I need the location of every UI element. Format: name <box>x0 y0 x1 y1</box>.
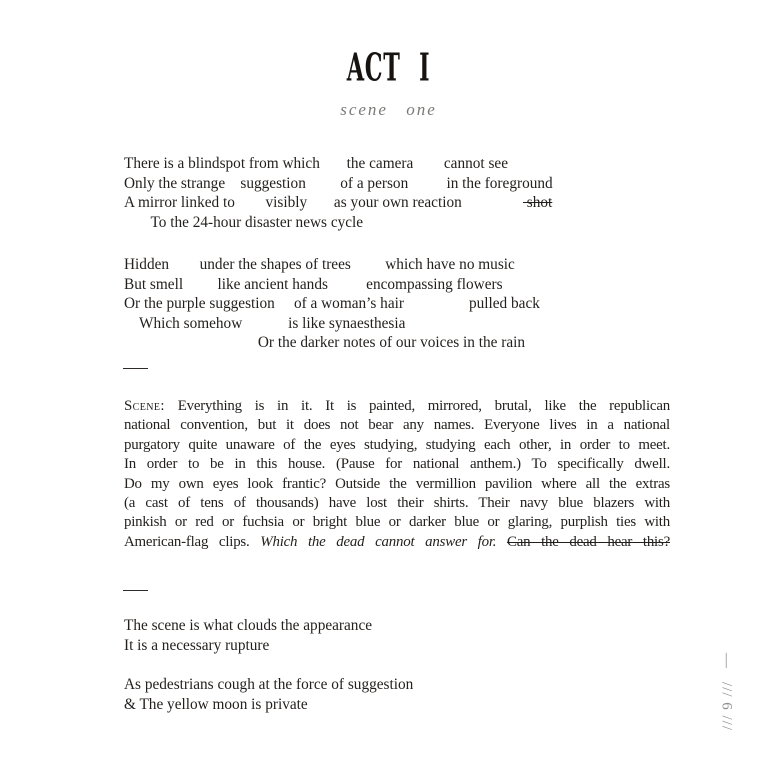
text-segment: There is a blindspot from which the camera cannot see <box>124 155 508 172</box>
poem-line <box>124 333 540 353</box>
text-segment: Do my own eyes look frantic? Outside the vermillion pavilion where all the extras <box>124 475 670 492</box>
poem-line <box>124 616 372 636</box>
text-segment: It is a necessary rupture <box>124 636 270 654</box>
prose-line <box>124 533 670 552</box>
poem-couplet-2 <box>124 675 413 714</box>
struck-text: shot <box>522 194 553 212</box>
text-segment <box>496 534 507 550</box>
scene-subtitle: scene one <box>340 100 437 119</box>
text-segment: In order to be in this house. (Pause for national anthem.) To specifically dwell. <box>124 456 670 473</box>
poem-line <box>124 213 553 233</box>
prose-line <box>124 513 670 532</box>
page-marker-dash: — <box>718 652 735 669</box>
act-title: ACT I <box>346 45 431 91</box>
smallcaps-text: Scene: <box>124 398 165 414</box>
italic-text: Which the dead cannot answer for. <box>260 533 497 550</box>
text-segment: & The yellow moon is private <box>124 695 308 713</box>
poem-stanza-1 <box>124 154 553 232</box>
text-segment: As pedestrians cough at the force of suggestion <box>124 676 414 693</box>
text-segment: Or the purple suggestion of a woman’s hair pulled back <box>124 295 540 313</box>
section-divider <box>123 368 148 369</box>
page-number-marker <box>718 653 735 731</box>
text-segment: national convention, but it does not bear any names. Everyone lives in a national <box>124 417 670 434</box>
prose-line <box>124 455 670 474</box>
text-segment: But smell like ancient hands encompassing flowers <box>124 275 503 293</box>
text-segment: Which somehow is like synaesthesia <box>124 314 406 332</box>
prose-line <box>124 475 670 494</box>
page-number-label: /// 6 /// <box>718 681 735 732</box>
struck-text: Can the dead hear this? <box>507 533 671 550</box>
text-segment: To the 24-hour disaster news cycle <box>124 213 364 231</box>
prose-line <box>124 397 670 416</box>
prose-line <box>124 436 670 455</box>
text-segment: Only the strange suggestion of a person in the foreground <box>124 174 553 192</box>
poem-line <box>124 154 553 174</box>
text-segment: pinkish or red or fuchsia or bright blue or darker blue or glaring, purplish ties with <box>124 514 670 531</box>
poem-couplet-1 <box>124 616 372 655</box>
text-segment <box>462 194 523 211</box>
poem-stanza-2 <box>124 255 540 353</box>
prose-line <box>124 416 670 435</box>
text-segment: (a cast of tens of thousands) have lost their shirts. Their navy blue blazers with <box>124 495 670 512</box>
prose-line <box>124 494 670 513</box>
text-segment: American-flag clips. <box>124 533 261 550</box>
poem-line <box>124 636 372 656</box>
poem-line <box>124 695 413 715</box>
text-segment: A mirror linked to visibly as your own reaction <box>124 194 462 212</box>
poem-line <box>124 255 540 275</box>
poem-line <box>124 275 540 295</box>
poem-line <box>124 193 553 213</box>
poem-line <box>124 294 540 314</box>
text-segment: Hidden under the shapes of trees which have no music <box>124 256 515 273</box>
text-segment: Or the darker notes of our voices in the rain <box>124 334 526 352</box>
text-segment: purgatory quite unaware of the eyes studying, studying each other, in order to meet. <box>124 436 670 453</box>
text-segment: The scene is what clouds the appearance <box>124 617 373 634</box>
scene-paragraph <box>124 397 670 552</box>
poem-line <box>124 174 553 194</box>
text-segment: Everything is in it. It is painted, mirrored, brutal, like the republican <box>164 398 670 414</box>
poem-line <box>124 675 413 695</box>
poem-line <box>124 314 540 334</box>
section-divider <box>123 590 148 591</box>
